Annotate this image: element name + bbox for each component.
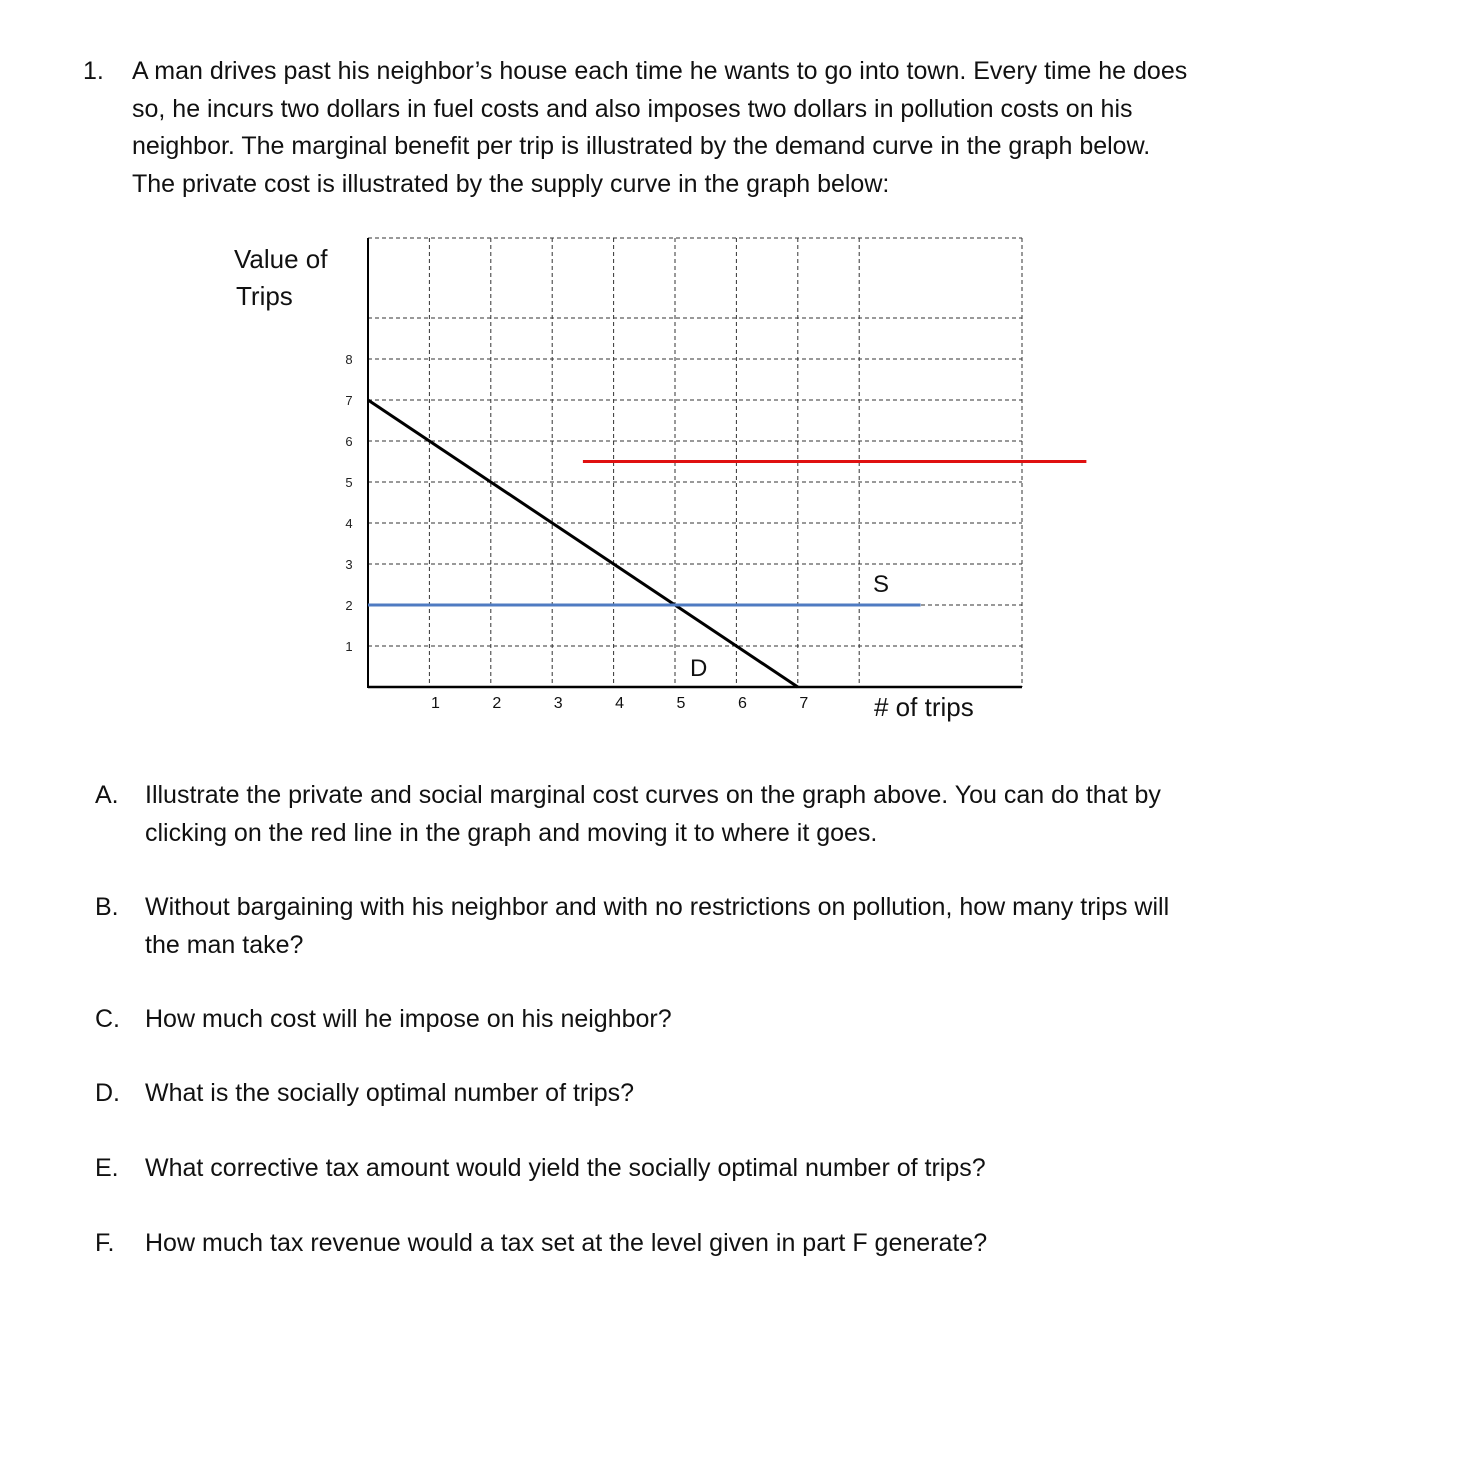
x-tick-label: 2: [492, 695, 502, 712]
x-tick-label: 1: [430, 695, 440, 712]
part-letter: B.: [95, 893, 119, 921]
part-line: the man take?: [145, 930, 304, 959]
x-tick-label: 5: [676, 695, 686, 712]
demand-label: D: [690, 655, 708, 682]
y-tick-label: 3: [345, 557, 353, 572]
y-tick-label: 7: [345, 393, 353, 408]
y-tick-label: 4: [345, 516, 353, 531]
y-tick-label: 8: [345, 352, 353, 367]
supply-label: S: [873, 571, 890, 598]
question-number: 1.: [83, 57, 104, 85]
question-line: The private cost is illustrated by the supply curve in the graph below:: [132, 169, 890, 198]
y-axis-label-line2: Trips: [236, 281, 293, 311]
part-line: What is the socially optimal number of trips?: [145, 1079, 635, 1107]
question-line: A man drives past his neighbor’s house each time he wants to go into town. Every time he does: [132, 57, 1188, 85]
part-line: How much tax revenue would a tax set at the level given in part F generate?: [145, 1229, 988, 1257]
part-line: How much cost will he impose on his neighbor?: [145, 1005, 672, 1033]
question-line: neighbor. The marginal benefit per trip is illustrated by the demand curve in the graph below.: [132, 132, 1151, 160]
demand-curve: [368, 400, 798, 687]
x-tick-label: 4: [615, 695, 625, 712]
y-axis-label-line1: Value of: [234, 244, 328, 274]
part-line: clicking on the red line in the graph and moving it to where it goes.: [145, 818, 878, 847]
x-tick-label: 3: [553, 695, 563, 712]
curves: [368, 400, 1086, 687]
part-letter: F.: [95, 1229, 115, 1257]
x-axis-label: # of trips: [874, 692, 974, 722]
part-letter: E.: [95, 1154, 119, 1182]
question-line: so, he incurs two dollars in fuel costs and also imposes two dollars in pollution costs on his: [132, 94, 1133, 123]
part-line: Illustrate the private and social marginal cost curves on the graph above. You can do that by: [145, 781, 1161, 809]
y-tick-label: 1: [345, 639, 353, 654]
tick-labels: [345, 352, 808, 712]
x-tick-label: 6: [737, 695, 747, 712]
part-letter: C.: [95, 1005, 120, 1033]
y-tick-label: 2: [345, 598, 353, 613]
x-tick-label: 7: [799, 695, 809, 712]
part-letter: A.: [95, 781, 119, 809]
part-line: Without bargaining with his neighbor and with no restrictions on pollution, how many trips will: [145, 893, 1170, 921]
y-tick-label: 6: [345, 434, 353, 449]
part-line: What corrective tax amount would yield the socially optimal number of trips?: [145, 1154, 986, 1182]
y-tick-label: 5: [345, 475, 353, 490]
part-letter: D.: [95, 1079, 120, 1107]
